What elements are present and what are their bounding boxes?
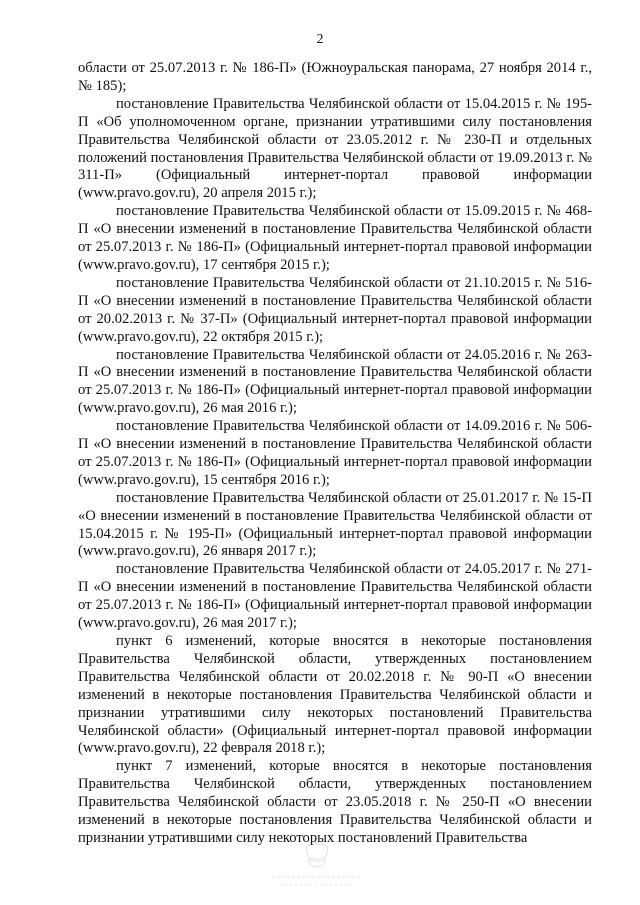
paragraph-item-7: пункт 7 изменений, которые вносятся в некоторые постановления Правительства Челябинской области, утвержденных постановлением Правительства Челябинской области от 23.05.2018 г. № 250-П «О внесении изменений в некоторые постановления Правительства Челябинской области и признании утратившими силу некоторых постановлений Правительства — [78, 758, 592, 846]
faint-seal-icon — [262, 833, 372, 893]
paragraph-resolution-506p: постановление Правительства Челябинской области от 14.09.2016 г. № 506-П «О внесении изменений в постановление Правительства Челябинской области от 25.07.2013 г. № 186-П» (Официальный интернет-портал правовой информации (www.pravo.gov.ru), 15 сентября 2016 г.); — [78, 418, 592, 488]
document-body — [78, 60, 592, 848]
paragraph-resolution-516p: постановление Правительства Челябинской области от 21.10.2015 г. № 516-П «О внесении изменений в постановление Правительства Челябинской области от 20.02.2013 г. № 37-П» (Официальный интернет-портал правовой информации (www.pravo.gov.ru), 22 октября 2015 г.); — [78, 274, 592, 345]
paragraph-resolution-263p: постановление Правительства Челябинской области от 24.05.2016 г. № 263-П «О внесении изменений в постановление Правительства Челябинской области от 25.07.2013 г. № 186-П» (Официальный интернет-портал правовой информации (www.pravo.gov.ru), 26 мая 2016 г.); — [78, 346, 592, 417]
paragraph-resolution-195p: постановление Правительства Челябинской области от 15.04.2015 г. № 195-П «Об уполномоченном органе, признании утратившими силу постановления Правительства Челябинской области от 23.05.2012 г. № 230-П и отдельных положений постановления Правительства Челябинской области от 19.09.2013 г. № 311-П» (Официальный интернет-портал правовой информации (www.pravo.gov.ru), 20 апреля 2015 г.); — [78, 95, 592, 202]
paragraph-resolution-468p: постановление Правительства Челябинской области от 15.09.2015 г. № 468-П «О внесении изменений в постановление Правительства Челябинской области от 25.07.2013 г. № 186-П» (Официальный интернет-портал правовой информации (www.pravo.gov.ru), 17 сентября 2015 г.); — [78, 203, 592, 273]
page-number: 2 — [316, 32, 324, 47]
paragraph-continuation: области от 25.07.2013 г. № 186-П» (Южноуральская панорама, 27 ноября 2014 г., № 185); — [78, 60, 592, 94]
paragraph-resolution-271p: постановление Правительства Челябинской области от 24.05.2017 г. № 271-П «О внесении изменений в постановление Правительства Челябинской области от 25.07.2013 г. № 186-П» (Официальный интернет-портал правовой информации (www.pravo.gov.ru), 26 мая 2017 г.); — [78, 561, 592, 632]
paragraph-item-6: пункт 6 изменений, которые вносятся в некоторые постановления Правительства Челябинской области, утвержденных постановлением Правительства Челябинской области от 20.02.2018 г. № 90-П «О внесении изменений в некоторые постановления Правительства Челябинской области и признании утратившими силу некоторых постановлений Правительства Челябинской области» (Официальный интернет-портал правовой информации (www.pravo.gov.ru), 22 февраля 2018 г.); — [78, 633, 592, 757]
paragraph-resolution-15p: постановление Правительства Челябинской области от 25.01.2017 г. № 15-П «О внесении изменений в постановление Правительства Челябинской области от 15.04.2015 г. № 195-П» (Официальный интернет-портал правовой информации (www.pravo.gov.ru), 26 января 2017 г.); — [78, 489, 592, 560]
